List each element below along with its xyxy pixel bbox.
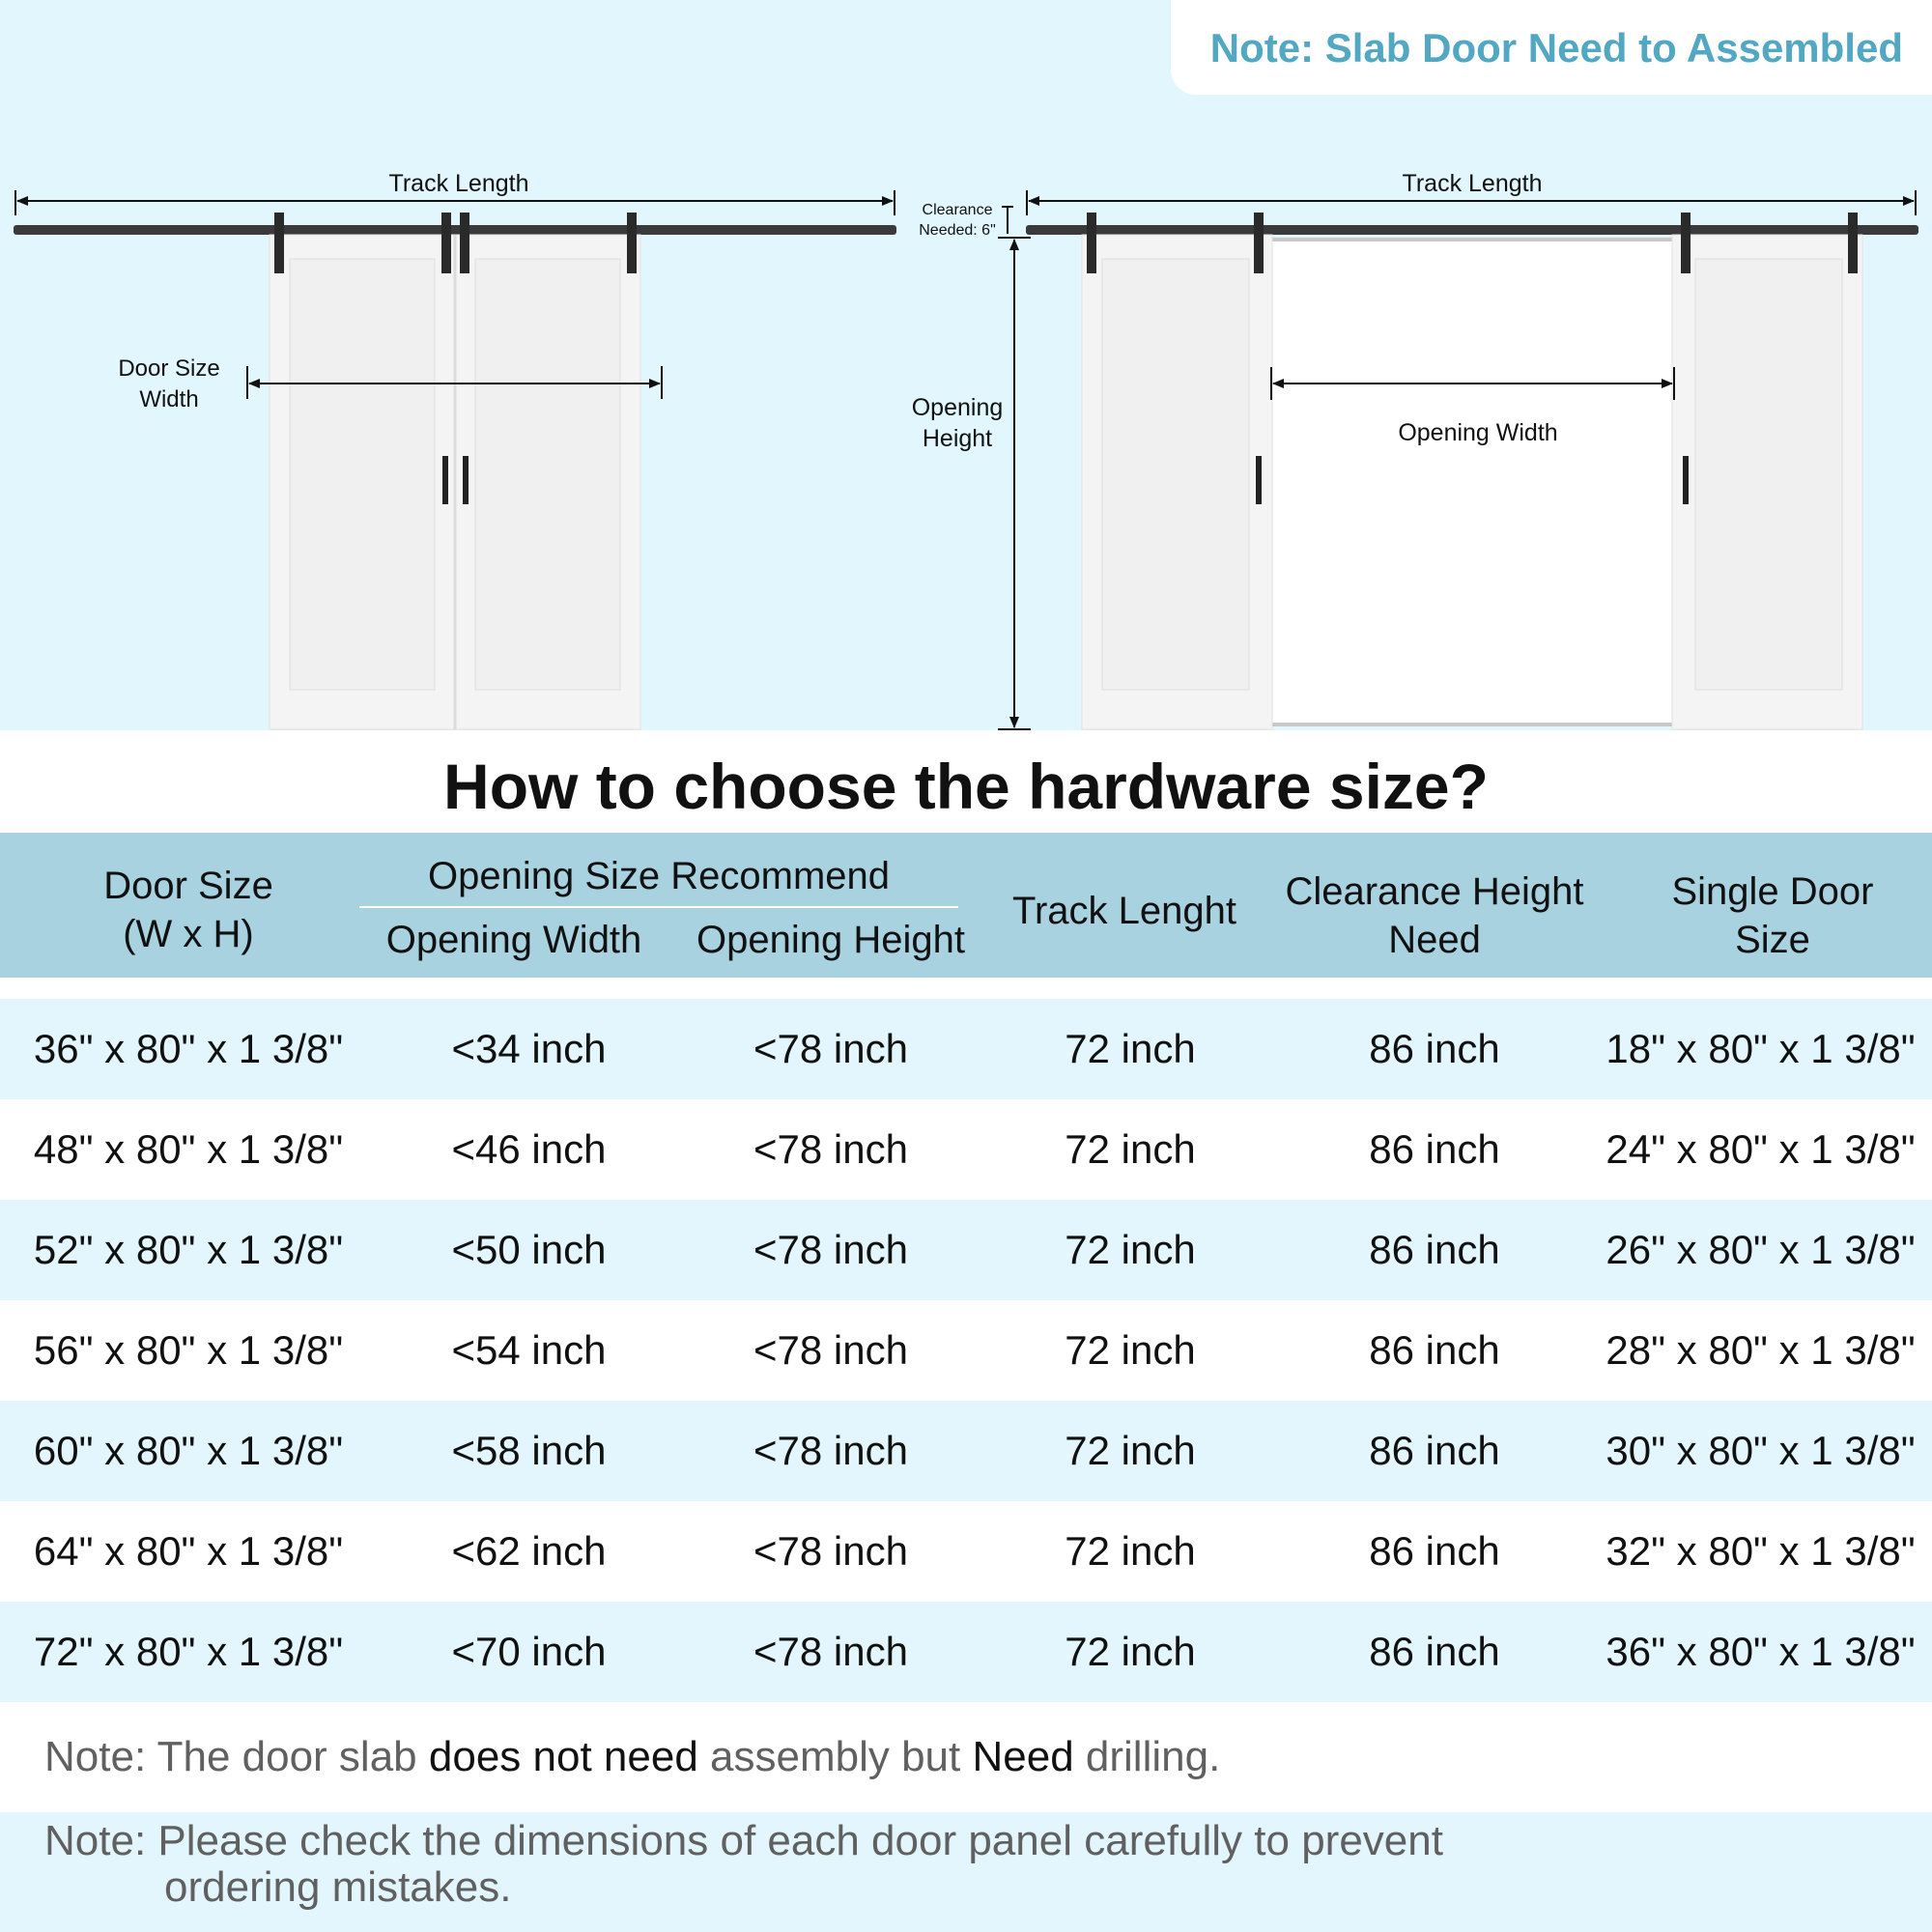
drilling-note bbox=[0, 1702, 1932, 1812]
cell-door-size: 52" x 80" x 1 3/8" bbox=[33, 1227, 344, 1272]
cell-track-length: 72 inch bbox=[1065, 1428, 1196, 1473]
table-row bbox=[0, 1300, 1932, 1401]
cell-opening-height: <78 inch bbox=[753, 1629, 908, 1674]
cell-single-door: 24" x 80" x 1 3/8" bbox=[1605, 1126, 1916, 1172]
cell-single-door: 32" x 80" x 1 3/8" bbox=[1605, 1528, 1916, 1574]
cell-clearance: 86 inch bbox=[1369, 1629, 1500, 1674]
header-track-length: Track Lenght bbox=[1012, 890, 1236, 932]
hanger-icon bbox=[1254, 213, 1264, 273]
cell-opening-width: <70 inch bbox=[451, 1629, 607, 1674]
note1-part: assembly but bbox=[697, 1733, 973, 1780]
door-handle-icon bbox=[442, 456, 448, 504]
header-clearance-line1: Clearance Height bbox=[1285, 870, 1584, 913]
hanger-icon bbox=[460, 213, 469, 273]
header-door-size bbox=[0, 862, 377, 958]
hanger-icon bbox=[1681, 213, 1690, 273]
right-door-diagram bbox=[912, 170, 1918, 729]
track-rail-right bbox=[1026, 225, 1918, 235]
table-row bbox=[0, 1099, 1932, 1200]
cell-single-door: 36" x 80" x 1 3/8" bbox=[1605, 1629, 1916, 1674]
cell-door-size: 60" x 80" x 1 3/8" bbox=[33, 1428, 344, 1473]
cell-opening-height: <78 inch bbox=[753, 1428, 908, 1473]
cell-opening-height: <78 inch bbox=[753, 1528, 908, 1574]
cell-track-length: 72 inch bbox=[1065, 1528, 1196, 1574]
door-diagram bbox=[0, 0, 1932, 734]
hanger-icon bbox=[441, 213, 451, 273]
track-rail bbox=[14, 225, 896, 235]
cell-door-size: 64" x 80" x 1 3/8" bbox=[33, 1528, 344, 1574]
table-row bbox=[0, 1200, 1932, 1300]
cell-opening-width: <50 inch bbox=[451, 1227, 607, 1272]
cell-single-door: 18" x 80" x 1 3/8" bbox=[1605, 1026, 1916, 1071]
cell-track-length: 72 inch bbox=[1065, 1126, 1196, 1172]
cell-opening-width: <62 inch bbox=[451, 1528, 607, 1574]
note1-emphasis: Need bbox=[972, 1733, 1074, 1780]
door-handle-icon bbox=[463, 456, 469, 504]
cell-opening-width: <46 inch bbox=[451, 1126, 607, 1172]
clearance-label: Clearance bbox=[922, 202, 993, 218]
cell-opening-width: <54 inch bbox=[451, 1327, 607, 1373]
cell-door-size: 48" x 80" x 1 3/8" bbox=[33, 1126, 344, 1172]
dimension-check-note bbox=[0, 1812, 1932, 1932]
page-title: How to choose the hardware size? bbox=[443, 751, 1489, 822]
note1-emphasis: does not need bbox=[428, 1733, 698, 1780]
hanger-icon bbox=[1848, 213, 1858, 273]
header-opening-group: Opening Size Recommend bbox=[427, 855, 891, 897]
clearance-label-2: Needed: 6" bbox=[919, 222, 996, 239]
cell-opening-height: <78 inch bbox=[753, 1327, 908, 1373]
door-handle-icon bbox=[1256, 456, 1262, 504]
header-clearance bbox=[1256, 867, 1613, 964]
cell-track-length: 72 inch bbox=[1065, 1227, 1196, 1272]
cell-opening-height: <78 inch bbox=[753, 1026, 908, 1071]
header-door-size-line1: Door Size bbox=[103, 865, 273, 907]
cell-door-size: 72" x 80" x 1 3/8" bbox=[33, 1629, 344, 1674]
cell-track-length: 72 inch bbox=[1065, 1327, 1196, 1373]
cell-opening-height: <78 inch bbox=[753, 1227, 908, 1272]
left-track-length-label: Track Length bbox=[388, 170, 529, 197]
hanger-icon bbox=[274, 213, 284, 273]
door-size-width-label: Door Size bbox=[118, 355, 220, 382]
note1-part: drilling. bbox=[1073, 1733, 1221, 1780]
table-row bbox=[0, 999, 1932, 1099]
table-row bbox=[0, 1602, 1932, 1702]
cell-door-size: 36" x 80" x 1 3/8" bbox=[33, 1026, 344, 1071]
header-door-size-line2: (W x H) bbox=[123, 913, 254, 955]
header-group-divider bbox=[359, 906, 958, 908]
cell-track-length: 72 inch bbox=[1065, 1629, 1196, 1674]
header-opening-height: Opening Height bbox=[696, 919, 965, 961]
cell-single-door: 30" x 80" x 1 3/8" bbox=[1605, 1428, 1916, 1473]
header-single-line1: Single Door bbox=[1671, 870, 1874, 913]
cell-opening-width: <34 inch bbox=[451, 1026, 607, 1071]
door-handle-icon bbox=[1683, 456, 1689, 504]
right-track-length-label: Track Length bbox=[1402, 170, 1543, 197]
left-door-diagram bbox=[14, 170, 896, 729]
header-single-door bbox=[1613, 867, 1932, 964]
note1-part: Note: The door slab bbox=[44, 1733, 429, 1780]
note2-line1: Note: Please check the dimensions of each door panel carefully to prevent bbox=[44, 1817, 1443, 1864]
cell-clearance: 86 inch bbox=[1369, 1227, 1500, 1272]
opening-width-label: Opening Width bbox=[1398, 419, 1558, 446]
cell-clearance: 86 inch bbox=[1369, 1026, 1500, 1071]
opening-height-label-2: Height bbox=[922, 425, 993, 452]
door-size-width-label-2: Width bbox=[139, 386, 199, 412]
door-opening bbox=[1268, 240, 1677, 724]
assembly-note: Note: Slab Door Need to Assembled bbox=[1209, 25, 1903, 71]
cell-opening-width: <58 inch bbox=[451, 1428, 607, 1473]
header-single-line2: Size bbox=[1735, 919, 1810, 961]
header-clearance-line2: Need bbox=[1388, 919, 1481, 961]
cell-single-door: 26" x 80" x 1 3/8" bbox=[1605, 1227, 1916, 1272]
opening-height-label: Opening bbox=[911, 394, 1004, 421]
header-opening-width: Opening Width bbox=[385, 919, 642, 961]
hanger-icon bbox=[1087, 213, 1096, 273]
table-row bbox=[0, 1401, 1932, 1501]
hanger-icon bbox=[627, 213, 637, 273]
cell-single-door: 28" x 80" x 1 3/8" bbox=[1605, 1327, 1916, 1373]
cell-track-length: 72 inch bbox=[1065, 1026, 1196, 1071]
note2-line2: ordering mistakes. bbox=[164, 1863, 512, 1911]
cell-opening-height: <78 inch bbox=[753, 1126, 908, 1172]
cell-clearance: 86 inch bbox=[1369, 1327, 1500, 1373]
cell-door-size: 56" x 80" x 1 3/8" bbox=[33, 1327, 344, 1373]
table-row bbox=[0, 1501, 1932, 1602]
cell-clearance: 86 inch bbox=[1369, 1126, 1500, 1172]
cell-clearance: 86 inch bbox=[1369, 1428, 1500, 1473]
cell-clearance: 86 inch bbox=[1369, 1528, 1500, 1574]
